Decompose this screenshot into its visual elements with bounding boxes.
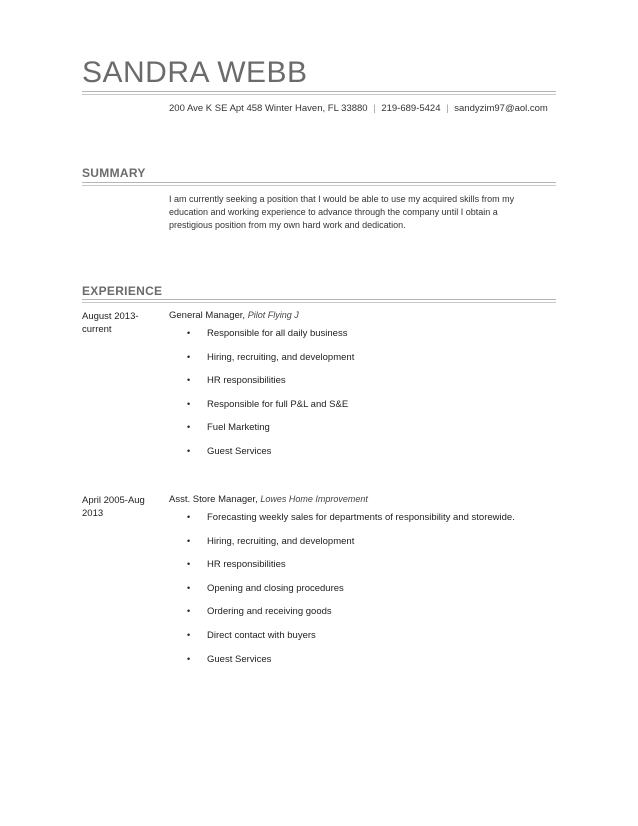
summary-text: I am currently seeking a position that I would be able to use my acquired skills from my education and working experience to advance through the company until I obtain a prestigious position from my own hard work and dedication. <box>169 194 515 230</box>
summary-divider <box>82 182 556 183</box>
summary-heading: SUMMARY <box>82 166 146 180</box>
contact-address: 200 Ave K SE Apt 458 Winter Haven, FL 33880 <box>169 103 368 114</box>
contact-separator: | <box>373 103 376 114</box>
header-divider-secondary <box>82 94 556 95</box>
list-item: • Guest Services <box>187 653 272 665</box>
contact-email[interactable]: sandyzim97@aol.com <box>454 103 548 114</box>
list-item: • Hiring, recruiting, and development <box>187 535 355 547</box>
job-title: General Manager, <box>169 310 246 321</box>
bullet-icon: • <box>187 535 191 546</box>
list-item: • Responsible for full P&L and S&E <box>187 398 349 410</box>
job-company: Pilot Flying J <box>247 310 299 320</box>
bullet-icon: • <box>187 629 191 640</box>
summary-divider-secondary <box>82 185 556 186</box>
list-item: • Fuel Marketing <box>187 422 270 434</box>
bullet-icon: • <box>187 606 191 617</box>
experience-divider <box>82 299 556 300</box>
bullet-icon: • <box>187 375 191 386</box>
job-company: Lowes Home Improvement <box>260 494 368 504</box>
job-responsibilities-list <box>187 327 354 469</box>
job-title: Asst. Store Manager, <box>169 494 258 505</box>
job-title-line <box>169 310 299 321</box>
header-divider <box>82 91 556 92</box>
bullet-icon: • <box>187 653 191 664</box>
bullet-icon: • <box>187 351 191 362</box>
list-item: • HR responsibilities <box>187 375 286 387</box>
bullet-icon: • <box>187 328 191 338</box>
bullet-icon: • <box>187 398 191 409</box>
bullet-icon: • <box>187 422 191 433</box>
list-item: • Responsible for all daily business <box>187 328 348 339</box>
list-item: • Hiring, recruiting, and development <box>187 351 355 363</box>
candidate-name: SANDRA WEBB <box>82 56 308 89</box>
list-item: • Direct contact with buyers <box>187 629 316 641</box>
job-dates: August 2013-current <box>82 311 139 335</box>
job-responsibilities-list <box>187 511 515 676</box>
contact-separator: | <box>446 103 449 114</box>
bullet-icon: • <box>187 559 191 570</box>
experience-divider-secondary <box>82 302 556 303</box>
job-title-line <box>169 494 368 505</box>
list-item: • Forecasting weekly sales for departments of responsibility and storewide. <box>187 512 515 523</box>
bullet-icon: • <box>187 445 191 456</box>
experience-heading: EXPERIENCE <box>82 284 163 298</box>
bullet-icon: • <box>187 512 191 522</box>
bullet-icon: • <box>187 582 191 593</box>
contact-phone: 219-689-5424 <box>381 103 441 114</box>
list-item: • Opening and closing procedures <box>187 582 344 594</box>
contact-line <box>169 103 548 114</box>
list-item: • HR responsibilities <box>187 559 286 571</box>
list-item: • Ordering and receiving goods <box>187 606 332 618</box>
job-dates: April 2005-Aug 2013 <box>82 495 145 519</box>
list-item: • Guest Services <box>187 445 272 457</box>
